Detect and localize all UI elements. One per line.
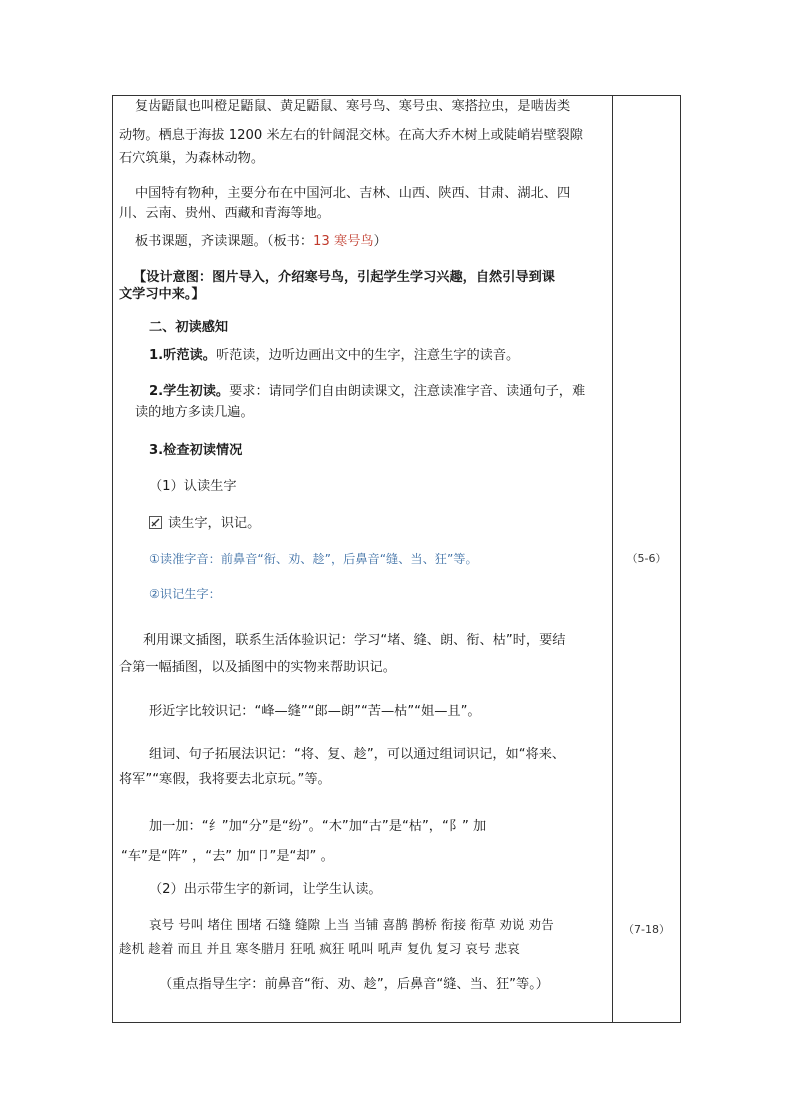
sub-2: （2）出示带生字的新词，让学生认读。 [149, 882, 382, 897]
design-intent-line-1: 【设计意图：图片导入，介绍寒号鸟，引起学生学习兴趣，自然引导到课 [133, 270, 555, 285]
blue-line-1: ①读准字音：前鼻音“衔、劝、趁”，后鼻音“缝、当、狂”等。 [149, 552, 478, 566]
memo-1-line-1: 利用课文插图，联系生活体验识记：学习“堵、缝、朗、衔、枯”时，要结 [143, 633, 566, 648]
board-title: 13 寒号鸟 [313, 234, 374, 249]
item-2-text: 要求：请同学们自由朗读课文，注意读准字音、读通句子，难 [229, 384, 586, 399]
memo-2: 形近字比较识记：“峰—缝”“郎—朗”“苦—枯”“姐—且”。 [149, 704, 481, 719]
lesson-table [112, 95, 681, 1023]
item-1-title: 1.听范读。 [149, 348, 216, 363]
item-1 [149, 347, 519, 365]
memo-3-line-2: 将军”“寒假，我将要去北京玩。”等。 [119, 772, 331, 787]
item-2-line-2: 读的地方多读几遍。 [135, 405, 254, 420]
intro-line-1: 复齿鼯鼠也叫橙足鼯鼠、黄足鼯鼠、寒号鸟、寒号虫、寒搭拉虫，是啮齿类 [135, 99, 571, 114]
item-2-title: 2.学生初读。 [149, 384, 230, 399]
intro-line-4: 中国特有物种，主要分布在中国河北、吉林、山西、陕西、甘肃、湖北、四 [135, 186, 571, 201]
design-intent-line-2: 文学习中来。】 [119, 287, 205, 302]
board-suffix: ） [373, 234, 387, 249]
item-3: 3.检查初读情况 [149, 443, 243, 458]
memo-3-line-1: 组词、句子拓展法识记：“将、复、趁”，可以通过组词识记，如“将来、 [149, 747, 566, 762]
intro-line-2: 动物。栖息于海拔 1200 米左右的针阔混交林。在高大乔木树上或陡峭岩壁裂隙 [119, 128, 583, 143]
practice-line [149, 515, 260, 533]
words-line-1: 哀号 号叫 堵住 围堵 石缝 缝隙 上当 当铺 喜鹊 鹊桥 衔接 衔草 劝说 劝告 [149, 917, 554, 932]
intro-line-5: 川、云南、贵州、西藏和青海等地。 [119, 206, 330, 221]
words-line-2: 趁机 趁着 而且 并且 寒冬腊月 狂吼 疯狂 吼叫 吼声 复仇 复习 哀号 悲哀 [119, 941, 520, 956]
item-1-text: 听范读，边听边画出文中的生字，注意生字的读音。 [215, 348, 520, 363]
item-2 [149, 383, 585, 401]
time-label-1: （5-6） [626, 552, 667, 565]
practice-text: 读生字，识记。 [168, 516, 261, 531]
intro-line-3: 石穴筑巢，为森林动物。 [119, 151, 265, 166]
add-line-1: 加一加：“纟”加“分”是“纷”。“木”加“古”是“枯”，“阝” 加 [149, 819, 487, 834]
board-prefix: 板书课题，齐读课题。（板书： [135, 234, 314, 249]
section-heading: 二、初读感知 [149, 320, 229, 335]
time-label-2: （7-18） [623, 923, 670, 936]
sub-1: （1）认读生字 [149, 479, 237, 494]
board-title-line [135, 233, 387, 251]
focus-note: （重点指导生字：前鼻音“衔、劝、趁”，后鼻音“缝、当、狂”等。） [159, 977, 549, 992]
blue-line-2: ②识记生字： [149, 587, 221, 601]
memo-1-line-2: 合第一幅插图，以及插图中的实物来帮助识记。 [119, 660, 396, 675]
content-cell [113, 96, 612, 1022]
practice-pencil-icon [149, 516, 162, 529]
time-cell [613, 96, 680, 1022]
add-line-2: “车”是“阵” ，“去” 加“卩”是“却” 。 [121, 849, 334, 864]
